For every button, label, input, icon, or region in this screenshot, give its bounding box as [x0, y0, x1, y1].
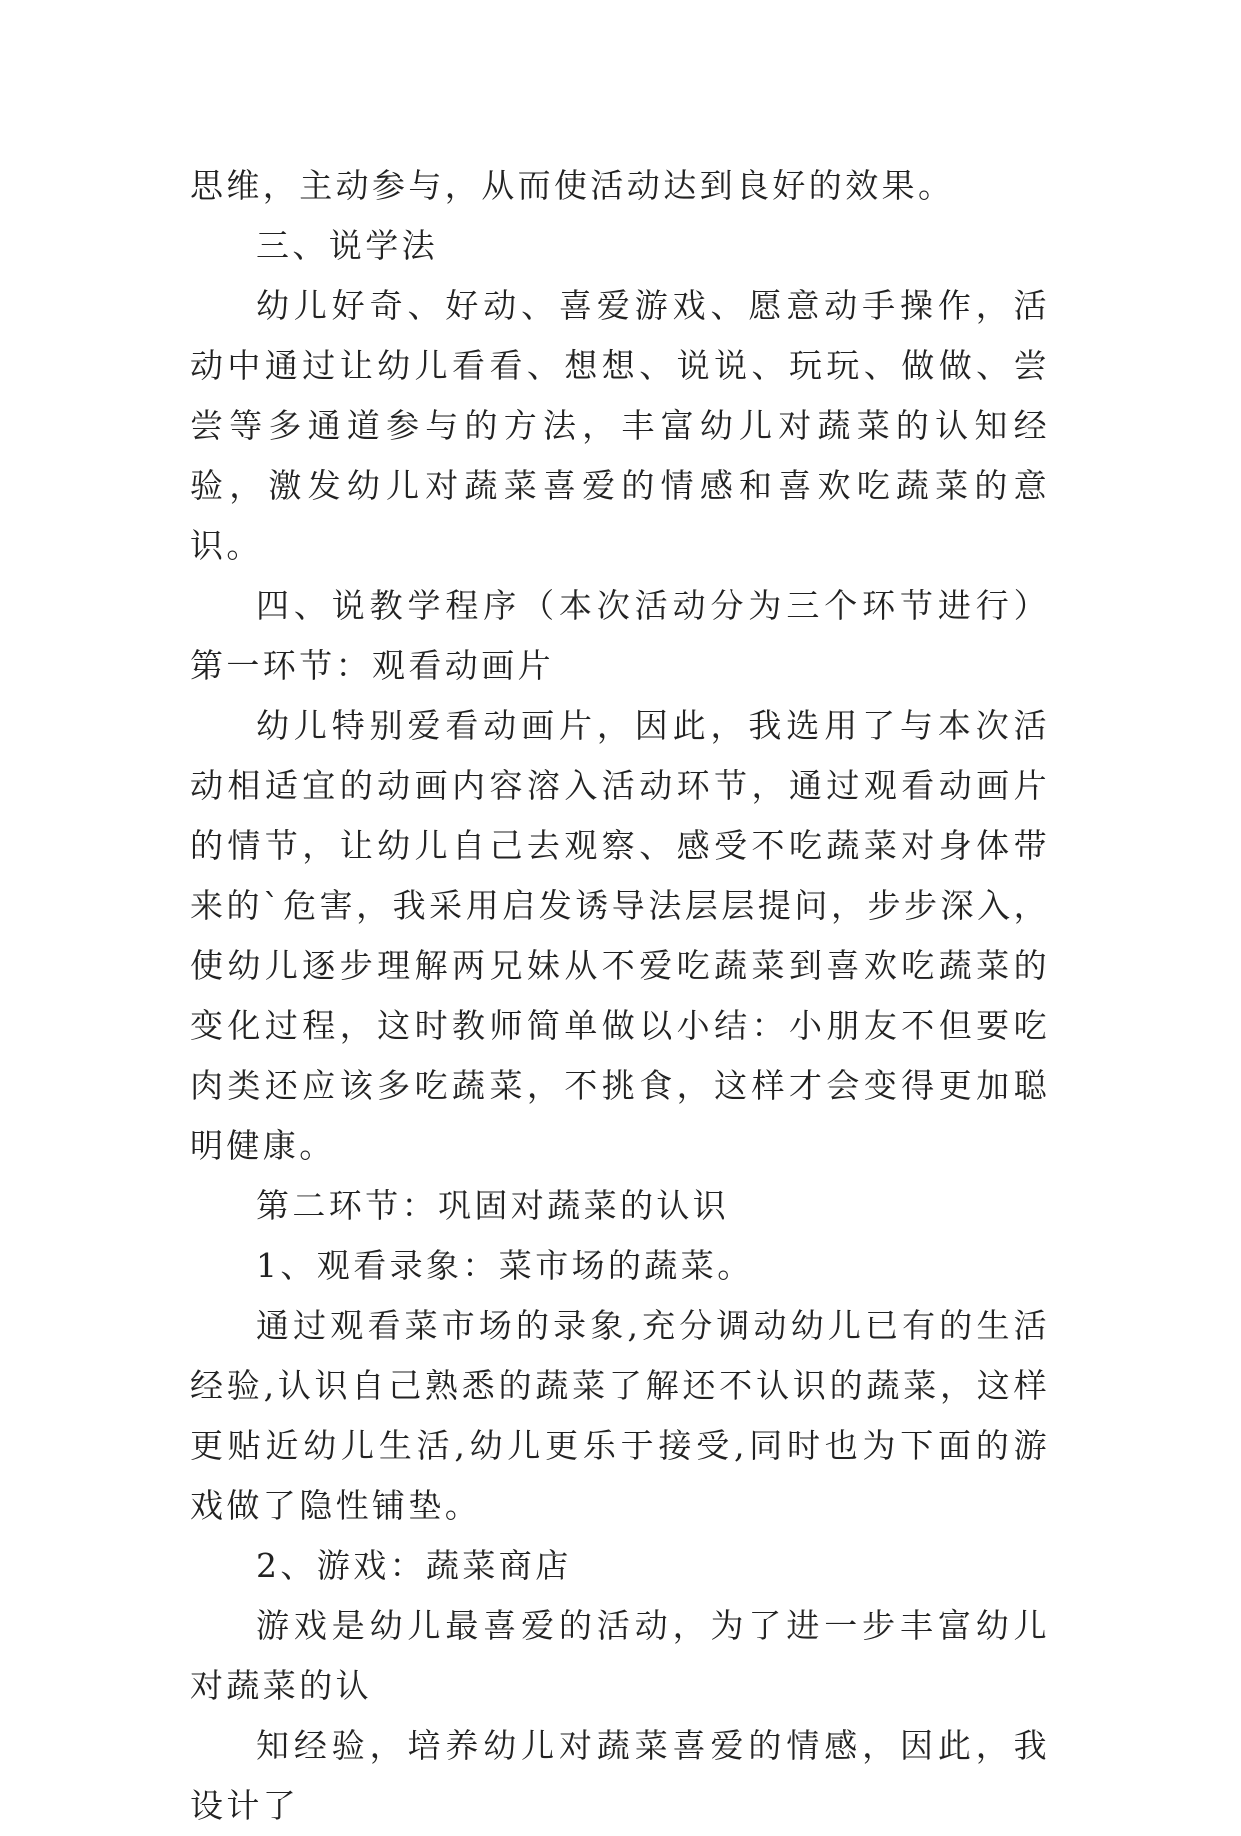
- document-body: [190, 156, 1050, 1836]
- list-item-game: 2、游戏：蔬菜商店: [256, 1546, 572, 1585]
- list-item-video: 1、观看录象：菜市场的蔬菜。: [256, 1246, 754, 1285]
- section-heading-second-stage: 第二环节：巩固对蔬菜的认识: [256, 1186, 730, 1225]
- section-heading-teaching-procedure: 四、说教学程序（本次活动分为三个环节进行） 第一环节：观看动画片: [190, 586, 1050, 685]
- paragraph-study-method: 幼儿好奇、好动、喜爱游戏、愿意动手操作，活动中通过让幼儿看看、想想、说说、玩玩、做做、尝尝等多通道参与的方法，丰富幼儿对蔬菜的认知经验，激发幼儿对蔬菜喜爱的情感和喜欢吃蔬菜的意识。: [190, 286, 1050, 565]
- paragraph-cartoon: 幼儿特别爱看动画片，因此，我选用了与本次活动相适宜的动画内容溶入活动环节，通过观看动画片的情节，让幼儿自己去观察、感受不吃蔬菜对身体带来的`危害，我采用启发诱导法层层提问，步步深入，使幼儿逐步理解两兄妹从不爱吃蔬菜到喜欢吃蔬菜的变化过程，这时教师简单做以小结：小朋友不但要吃肉类还应该多吃蔬菜，不挑食，这样才会变得更加聪明健康。: [190, 706, 1050, 1165]
- paragraph-game-continued: 知经验，培养幼儿对蔬菜喜爱的情感，因此，我设计了: [190, 1726, 1050, 1825]
- paragraph-game: 游戏是幼儿最喜爱的活动，为了进一步丰富幼儿对蔬菜的认: [190, 1606, 1050, 1705]
- section-heading-study-method: 三、说学法: [256, 226, 438, 265]
- paragraph-video: 通过观看菜市场的录象,充分调动幼儿已有的生活经验,认识自己熟悉的蔬菜了解还不认识的蔬菜，这样更贴近幼儿生活,幼儿更乐于接受,同时也为下面的游戏做了隐性铺垫。: [190, 1306, 1050, 1525]
- paragraph-1: 思维，主动参与，从而使活动达到良好的效果。: [190, 166, 955, 205]
